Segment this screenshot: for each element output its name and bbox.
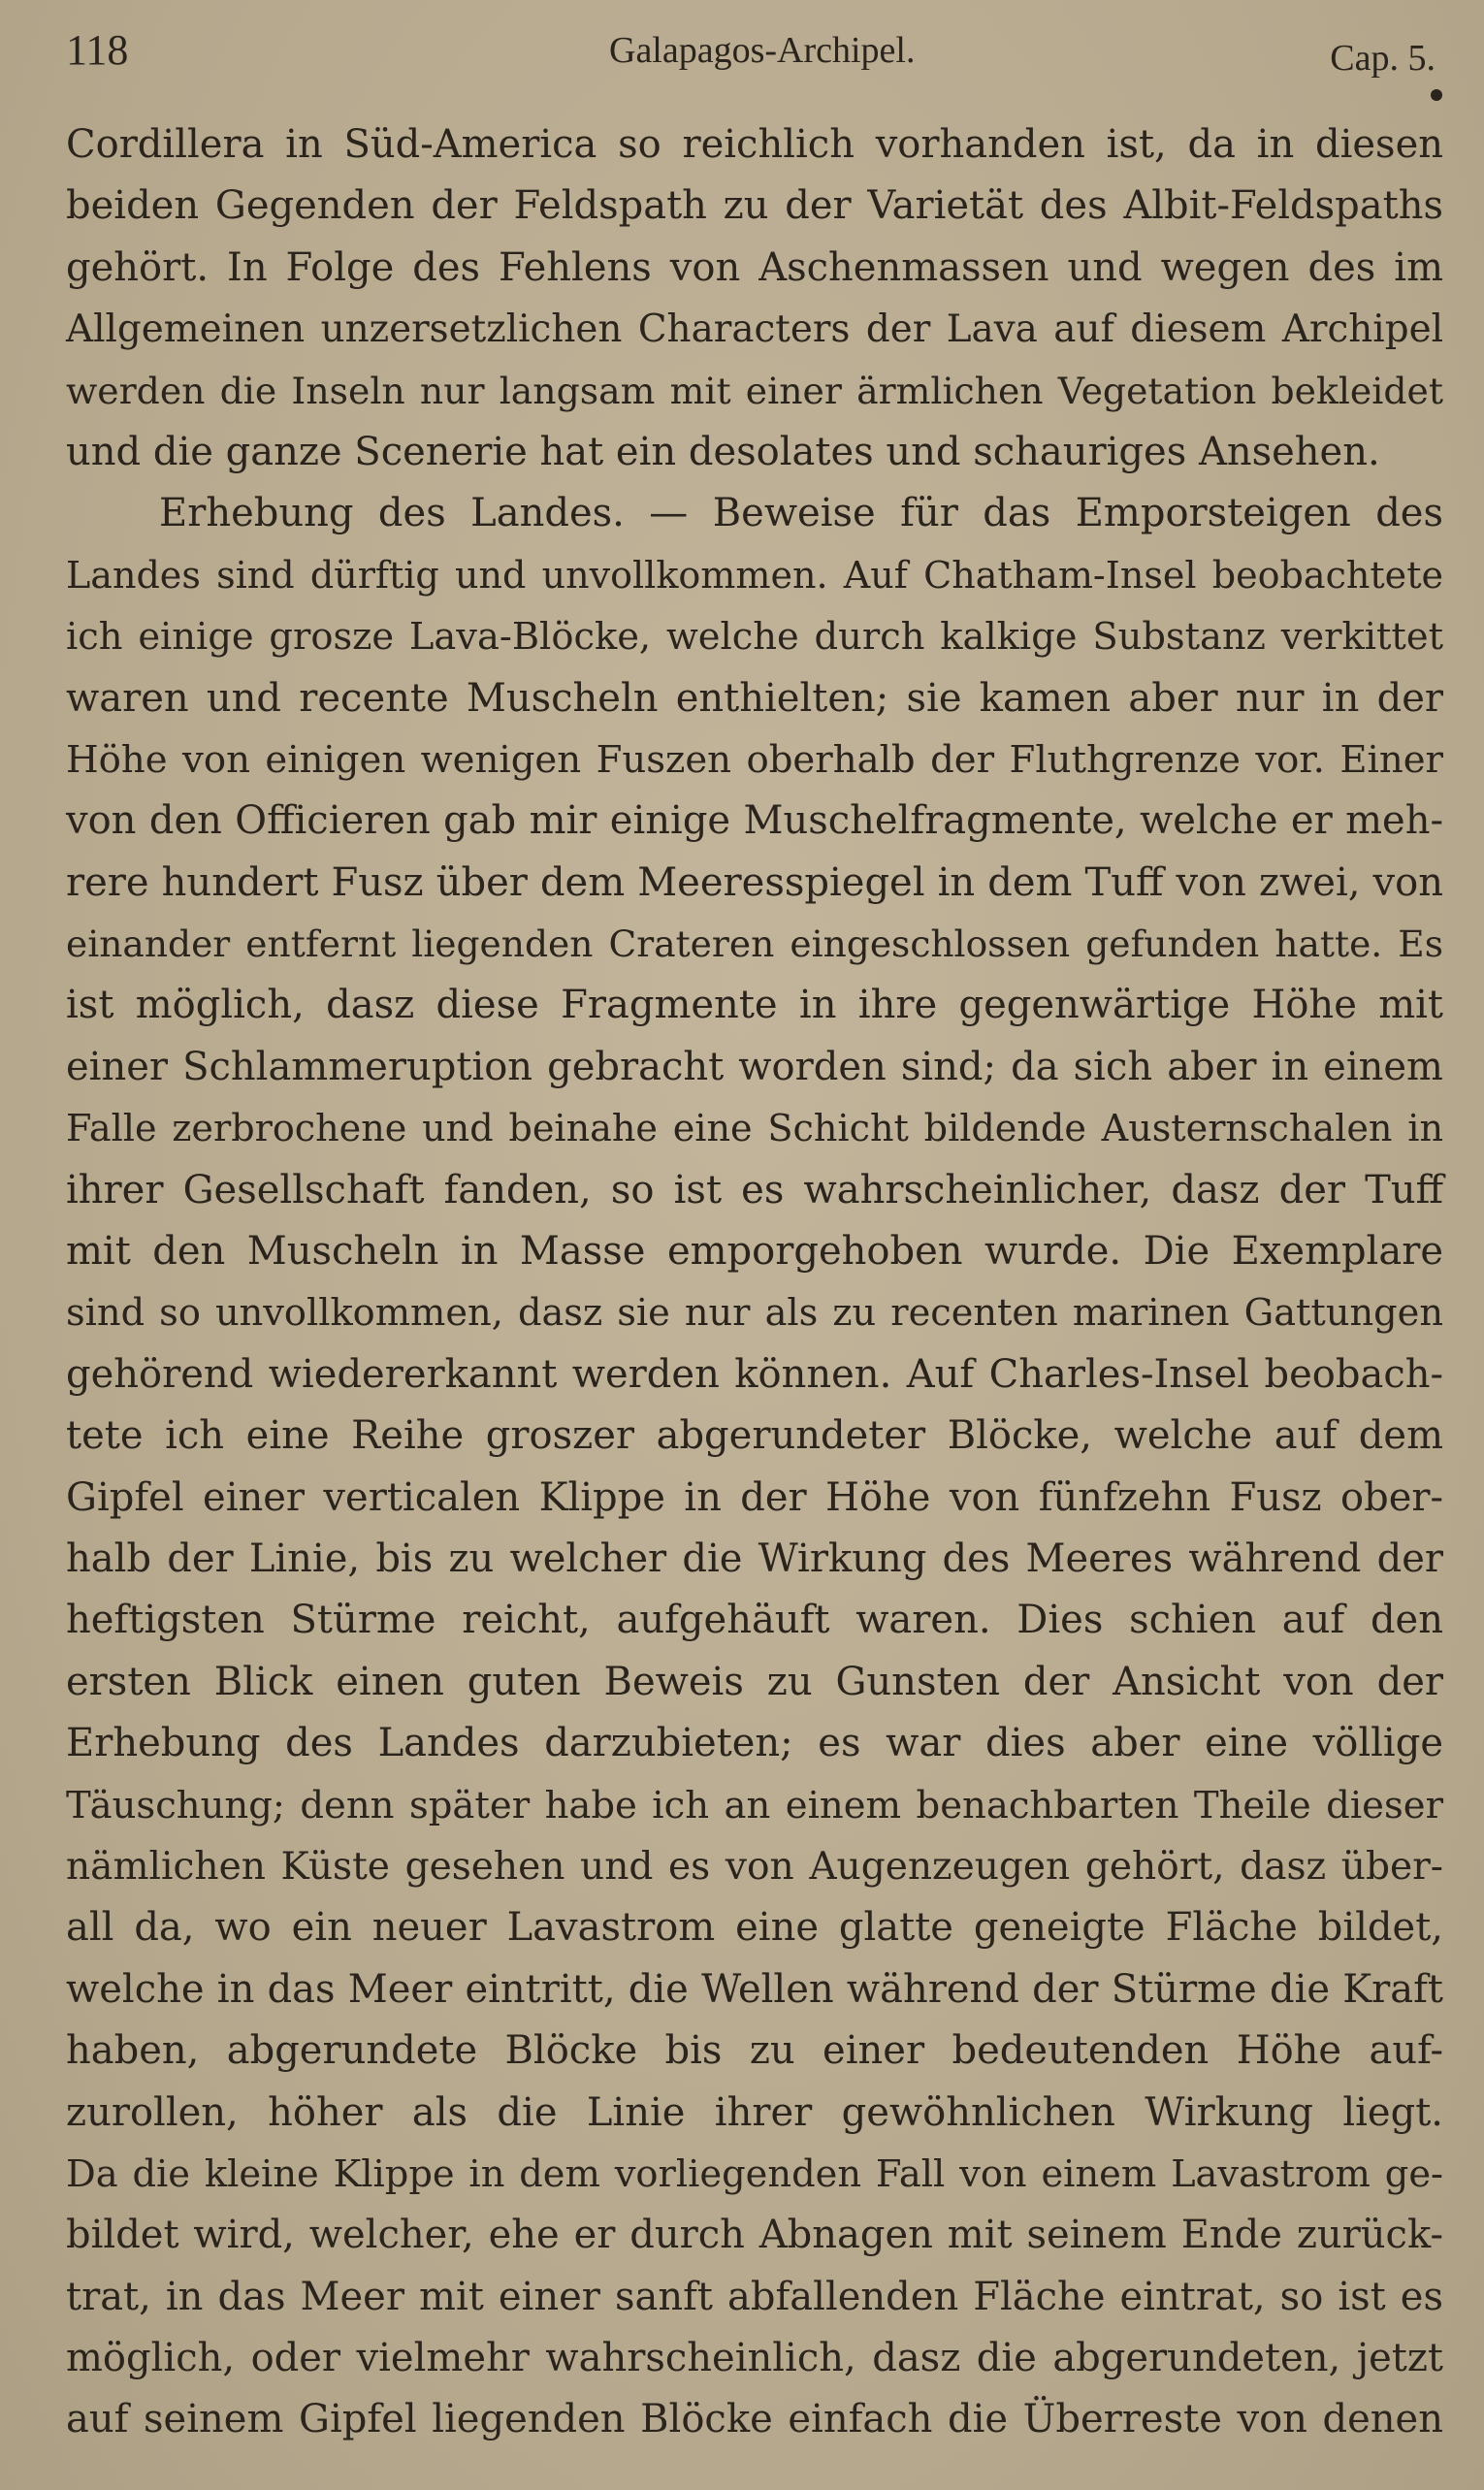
text-line: werden die Inseln nur langsam mit einer ärmlichen Vegetation bekleidet — [66, 369, 1443, 412]
text-line: trat, in das Meer mit einer sanft abfallenden Fläche eintrat, so ist es — [66, 2274, 1443, 2319]
text-line: waren und recente Muscheln enthielten; sie kamen aber nur in der — [66, 675, 1443, 721]
text-line: Falle zerbrochene und beinahe eine Schicht bildende Austernschalen in — [66, 1107, 1443, 1150]
text-line: sind so unvollkommen, dasz sie nur als zu recenten marinen Gattungen — [66, 1291, 1443, 1336]
page-header — [66, 21, 1463, 80]
text-line: nämlichen Küste gesehen und es von Augenzeugen gehört, dasz über- — [66, 1844, 1443, 1889]
text-line: Täuschung; denn später habe ich an einem benachbarten Theile dieser — [66, 1783, 1443, 1827]
text-line: all da, wo ein neuer Lavastrom eine glatte geneigte Fläche bildet, — [66, 1905, 1443, 1951]
text-line: Gipfel einer verticalen Klippe in der Höhe von fünfzehn Fusz ober- — [66, 1474, 1443, 1520]
text-line: ihrer Gesellschaft fanden, so ist es wahrscheinlicher, dasz der Tuff — [66, 1167, 1443, 1213]
text-line: tete ich eine Reihe groszer abgerundeter Blöcke, welche auf dem — [66, 1413, 1443, 1459]
running-title: Galapagos-Archipel. — [609, 30, 916, 71]
text-line: und die ganze Scenerie hat ein desolates und schauriges Ansehen. — [66, 429, 1380, 474]
text-line: Da die kleine Klippe in dem vorliegenden Fall von einem Lavastrom ge- — [66, 2151, 1443, 2196]
body-text — [66, 114, 1443, 2451]
text-line: von den Officieren gab mir einige Muschelfragmente, welche er meh- — [66, 798, 1443, 844]
page-number: 118 — [66, 26, 129, 74]
text-line: auf seinem Gipfel liegenden Blöcke einfach die Überreste von denen — [66, 2397, 1443, 2442]
text-line: Cordillera in Süd-America so reichlich vorhanden ist, da in diesen — [66, 122, 1443, 167]
text-line: ist möglich, dasz diese Fragmente in ihre gegenwärtige Höhe mit — [66, 983, 1443, 1028]
text-line: gehörend wiedererkannt werden können. Auf Charles-Insel beobach- — [66, 1351, 1443, 1397]
text-line: einander entfernt liegenden Crateren eingeschlossen gefunden hatte. Es — [66, 922, 1443, 966]
text-line: ich einige grosze Lava-Blöcke, welche durch kalkige Substanz verkittet — [66, 615, 1443, 660]
text-line: Höhe von einigen wenigen Fuszen oberhalb der Fluthgrenze vor. Einer — [66, 737, 1443, 782]
text-line: halb der Linie, bis zu welcher die Wirkung des Meeres während der — [66, 1536, 1443, 1581]
ink-speck — [1431, 89, 1442, 101]
text-line: Erhebung des Landes darzubieten; es war dies aber eine völlige — [66, 1721, 1443, 1766]
section-heading-line: Erhebung des Landes. — Beweise für das Emporsteigen des — [159, 491, 1443, 536]
text-line: Allgemeinen unzersetzlichen Characters der Lava auf diesem Archipel — [66, 307, 1443, 352]
text-line: mit den Muscheln in Masse emporgehoben wurde. Die Exemplare — [66, 1229, 1443, 1275]
text-line: ersten Blick einen guten Beweis zu Gunsten der Ansicht von der — [66, 1659, 1443, 1704]
text-line: Landes sind dürftig und unvollkommen. Auf Chatham-Insel beobachtete — [66, 553, 1443, 597]
text-line: rere hundert Fusz über dem Meeresspiegel in dem Tuff von zwei, von — [66, 859, 1443, 905]
text-line: haben, abgerundete Blöcke bis zu einer bedeutenden Höhe auf- — [66, 2028, 1443, 2074]
text-line: gehört. In Folge des Fehlens von Aschenmassen und wegen des im — [66, 244, 1443, 290]
text-line: beiden Gegenden der Feldspath zu der Varietät des Albit-Feldspaths — [66, 183, 1443, 229]
text-line: möglich, oder vielmehr wahrscheinlich, dasz die abgerundeten, jetzt — [66, 2336, 1443, 2381]
text-line: welche in das Meer eintritt, die Wellen während der Stürme die Kraft — [66, 1966, 1443, 2012]
text-line: heftigsten Stürme reicht, aufgehäuft waren. Dies schien auf den — [66, 1598, 1443, 1643]
chapter-label: Cap. 5. — [1330, 38, 1436, 79]
text-line: bildet wird, welcher, ehe er durch Abnagen mit seinem Ende zurück- — [66, 2213, 1443, 2258]
text-line: einer Schlammeruption gebracht worden sind; da sich aber in einem — [66, 1044, 1443, 1089]
text-line: zurollen, höher als die Linie ihrer gewöhnlichen Wirkung liegt. — [66, 2089, 1443, 2135]
